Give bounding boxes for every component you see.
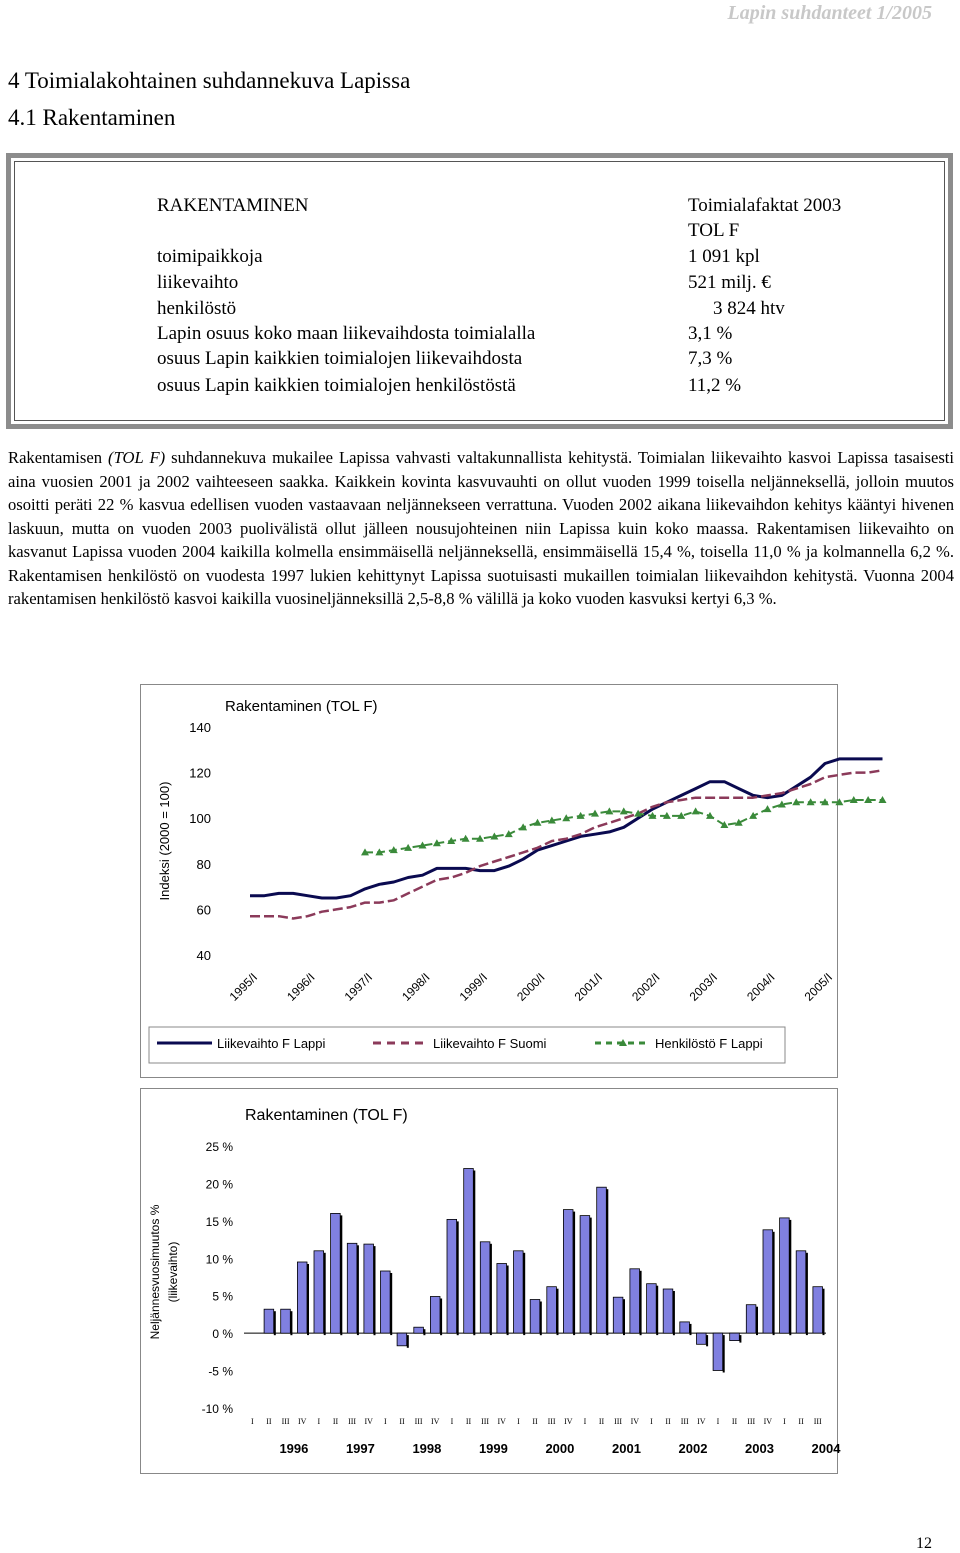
fact-label: osuus Lapin kaikkien toimialojen liikevaihdosta [157, 348, 523, 369]
y-tick-label: -10 % [201, 1402, 233, 1416]
y-axis-label-line-1: Neljännesvuosimuutos % [148, 1204, 162, 1340]
x-tick-label: 2003/I [686, 970, 721, 1004]
bar-shadow [440, 1299, 442, 1336]
y-tick-label: 80 [196, 856, 211, 872]
data-bar [663, 1289, 673, 1333]
body-text-rest: suhdannekuva mukailee Lapissa vahvasti valtakunnallista kehitystä. Toimialan liikevaihto kasvoi Lapissa tasaisesti aina vuosien 2001 ja 2002 vaihteeseen saakka. Kaikkein kovinta kasvuvauhti on ollut vuoden 1999 toisella neljänneksellä, jolloin muutos osoitti peräti 22 % kasvua edellisen vuoden vastaavaan neljännekseen verrattuna. Vuoden 2002 aikana liikevaihdon kehitys kääntyi hivenen laskuun, mutta on vuoden 2003 puolivälistä ollut jälleen nousujohteinen niin Lapissa kuin koko maassa. Rakentamisen liikevaihto on kasvanut Lapissa vuoden 2004 kaikilla kolmella ensimmäisellä neljänneksellä, ensimmäisellä 15,4 %, toisella 11,0 % ja kolmannella 6,2 %. Rakentamisen henkilöstö on vuodesta 1997 lukien kehittynyt Lapissa suotuisasti mukaillen toimialan liikevaihdon kehitystä. Vuonna 2004 rakentamisen henkilöstö kasvoi kaikilla vuosineljänneksillä 2,5-8,8 % välillä ja koko vuoden kasvuksi kertyi 6,3 %. [8, 448, 954, 608]
quarter-label: IV [364, 1417, 373, 1426]
quarter-label: I [650, 1417, 653, 1426]
quarter-label: IV [697, 1417, 706, 1426]
bar-shadow [756, 1307, 758, 1335]
data-bar [297, 1262, 307, 1333]
year-label: 1998 [412, 1441, 442, 1456]
bar-shadow [507, 1266, 509, 1336]
quarter-label: IV [564, 1417, 573, 1426]
data-bar [281, 1309, 291, 1333]
quarter-label: II [266, 1417, 272, 1426]
quarter-label: II [598, 1417, 605, 1426]
x-tick-label: 2000/I [514, 970, 548, 1004]
bar-shadow [390, 1273, 392, 1335]
fact-value: 3,1 % [688, 323, 733, 344]
fact-label: liikevaihto [157, 272, 239, 293]
bar-shadow [573, 1212, 575, 1336]
y-tick-label: 20 % [205, 1177, 233, 1192]
data-bar [697, 1333, 707, 1344]
fact-label: toimipaikkoja [157, 246, 263, 267]
data-bar [464, 1169, 474, 1334]
y-axis-label: Indeksi (2000 = 100) [157, 781, 172, 901]
data-bar [730, 1333, 740, 1341]
legend-label: Liikevaihto F Lappi [217, 1036, 326, 1051]
y-tick-label: 0 % [212, 1327, 233, 1342]
data-bar [796, 1251, 806, 1333]
y-tick-label: 60 [196, 902, 211, 918]
quarter-label: IV [630, 1417, 640, 1426]
data-point-triangle [764, 805, 772, 812]
y-tick-label: 15 % [205, 1214, 233, 1229]
data-bar [630, 1269, 640, 1333]
data-bar [514, 1251, 524, 1333]
quarter-label: III [414, 1417, 423, 1426]
data-bar [447, 1219, 457, 1333]
running-header: Lapin suhdanteet 1/2005 [727, 2, 932, 24]
quarter-label: III [680, 1417, 689, 1426]
x-tick-label: 1996/I [284, 970, 318, 1004]
data-bar [331, 1213, 341, 1333]
bar-shadow [457, 1221, 459, 1335]
quarter-label: III [614, 1417, 623, 1426]
bar-shadow [290, 1311, 292, 1335]
bar-shadow [773, 1232, 775, 1335]
x-tick-label: 1995/I [226, 970, 261, 1004]
bar-chart [140, 1088, 841, 1474]
quarter-label: II [332, 1417, 339, 1426]
y-tick-label: 40 [196, 948, 211, 963]
x-tick-label: 2001/I [571, 970, 606, 1004]
fact-value: 11,2 % [688, 375, 742, 396]
fact-label: Lapin osuus koko maan liikevaihdosta toimialalla [157, 323, 536, 344]
x-tick-label: 2002/I [629, 970, 663, 1004]
bar-shadow [706, 1335, 708, 1346]
year-label: 2000 [545, 1441, 575, 1456]
bar-shadow [340, 1215, 342, 1335]
quarter-label: II [798, 1417, 804, 1426]
line-chart [140, 684, 838, 1078]
fact-value: 7,3 % [688, 348, 733, 369]
bar-shadow [423, 1329, 425, 1335]
data-bar [430, 1297, 440, 1334]
bar-shadow [374, 1246, 376, 1335]
x-tick-label: 1997/I [341, 970, 376, 1004]
body-text-start: Rakentamisen [8, 448, 109, 467]
fact-value: 521 milj. € [688, 272, 771, 293]
section-heading: 4 Toimialakohtainen suhdannekuva Lapissa [8, 68, 411, 93]
quarter-label: I [250, 1417, 254, 1426]
data-bar [381, 1271, 391, 1333]
bar-shadow [540, 1302, 542, 1336]
bar-shadow [407, 1335, 409, 1348]
x-tick-label: 2005/I [801, 970, 836, 1004]
data-bar [530, 1300, 540, 1334]
quarter-label: III [481, 1417, 490, 1426]
quarter-label: I [517, 1417, 520, 1426]
quarter-label: IV [297, 1417, 307, 1426]
x-tick-label: 1998/I [399, 970, 433, 1004]
bar-shadow [473, 1171, 475, 1336]
quarter-label: IV [497, 1417, 506, 1426]
data-bar [597, 1187, 607, 1333]
data-bar [746, 1305, 756, 1333]
quarter-label: IV [763, 1417, 773, 1426]
year-label: 1996 [279, 1441, 309, 1456]
bar-shadow [656, 1286, 658, 1335]
fact-label: osuus Lapin kaikkien toimialojen henkilöstöstä [157, 375, 516, 396]
year-label: 1999 [478, 1441, 508, 1456]
year-label: 2003 [745, 1441, 774, 1456]
quarter-label: III [813, 1417, 822, 1426]
year-label: 1997 [345, 1441, 375, 1456]
y-tick-label: 10 % [205, 1252, 233, 1267]
data-bar [780, 1218, 790, 1333]
bar-shadow [789, 1220, 791, 1335]
quarter-label: III [348, 1417, 357, 1426]
y-tick-label: 140 [189, 720, 211, 735]
bar-shadow [606, 1189, 608, 1335]
data-bar [547, 1287, 557, 1333]
data-point-triangle [879, 796, 887, 803]
data-bar [264, 1309, 274, 1333]
bar-shadow [490, 1244, 492, 1335]
data-bar [647, 1284, 657, 1333]
y-tick-label: 25 % [205, 1140, 233, 1154]
data-bar [364, 1244, 374, 1333]
data-bar [397, 1333, 407, 1346]
quarter-label: II [465, 1417, 472, 1426]
year-label: 2001 [612, 1441, 641, 1456]
bar-shadow [640, 1271, 642, 1335]
data-bar [763, 1230, 773, 1333]
data-point-triangle [692, 807, 700, 814]
quarter-label: IV [430, 1417, 440, 1426]
fact-value: 1 091 kpl [688, 246, 760, 267]
fact-value: 3 824 htv [713, 298, 785, 319]
line-chart-svg [141, 685, 837, 1077]
facts-year-title: Toimialafaktat 2003 [688, 195, 842, 216]
data-bar [680, 1322, 690, 1333]
quarter-label: I [383, 1417, 387, 1426]
bar-chart-svg [141, 1089, 841, 1473]
x-tick-label: 1999/I [456, 970, 491, 1004]
bar-shadow [324, 1253, 326, 1335]
bar-shadow [307, 1264, 309, 1335]
quarter-label: III [281, 1417, 290, 1426]
page-number: 12 [916, 1535, 932, 1552]
bar-shadow [590, 1218, 592, 1336]
quarter-label: I [716, 1417, 720, 1426]
quarter-label: III [747, 1417, 756, 1426]
data-bar [314, 1251, 324, 1333]
bar-shadow [806, 1253, 808, 1335]
quarter-label: II [532, 1417, 538, 1426]
legend-label: Liikevaihto F Suomi [433, 1036, 547, 1051]
bar-shadow [723, 1335, 725, 1372]
bar-shadow [523, 1253, 525, 1335]
year-label: 2002 [678, 1441, 708, 1456]
bar-shadow [274, 1311, 276, 1335]
data-bar [563, 1210, 573, 1334]
data-bar [414, 1327, 424, 1333]
series-line [250, 759, 883, 898]
y-axis-label-line-2: (liikevaihto) [166, 1241, 180, 1303]
quarter-label: I [783, 1417, 786, 1426]
chart-title: Rakentaminen (TOL F) [225, 698, 378, 715]
y-tick-label: 5 % [212, 1289, 233, 1304]
data-point-triangle [534, 819, 542, 826]
x-tick-label: 2004/I [744, 970, 778, 1004]
quarter-label: I [317, 1417, 321, 1426]
bar-shadow [557, 1289, 559, 1335]
y-tick-label: 100 [189, 811, 211, 827]
body-paragraph [8, 446, 954, 611]
data-bar [813, 1287, 823, 1333]
legend-label: Henkilöstö F Lappi [655, 1036, 763, 1051]
chart-title: Rakentaminen (TOL F) [245, 1107, 408, 1124]
subsection-heading: 4.1 Rakentaminen [8, 105, 176, 130]
y-tick-label: -5 % [208, 1364, 233, 1379]
quarter-label: I [450, 1417, 454, 1426]
year-label: 2004 [811, 1441, 841, 1456]
data-bar [713, 1333, 723, 1370]
quarter-label: II [399, 1417, 405, 1426]
quarter-label: II [665, 1417, 671, 1426]
bar-shadow [673, 1291, 675, 1335]
facts-tol-code: TOL F [688, 220, 740, 241]
data-bar [497, 1264, 507, 1334]
data-bar [613, 1297, 623, 1333]
bar-shadow [823, 1289, 825, 1335]
body-text-code: (TOL F) [108, 448, 166, 467]
quarter-label: I [583, 1417, 587, 1426]
bar-shadow [690, 1324, 692, 1335]
data-bar [580, 1216, 590, 1334]
fact-label: henkilöstö [157, 298, 237, 319]
quarter-label: II [731, 1417, 738, 1426]
facts-title: RAKENTAMINEN [157, 195, 309, 216]
data-bar [347, 1243, 357, 1333]
bar-shadow [357, 1245, 359, 1335]
data-bar [480, 1242, 490, 1333]
bar-shadow [623, 1299, 625, 1335]
bar-shadow [739, 1335, 741, 1343]
y-tick-label: 120 [189, 765, 211, 781]
quarter-label: III [547, 1417, 556, 1426]
